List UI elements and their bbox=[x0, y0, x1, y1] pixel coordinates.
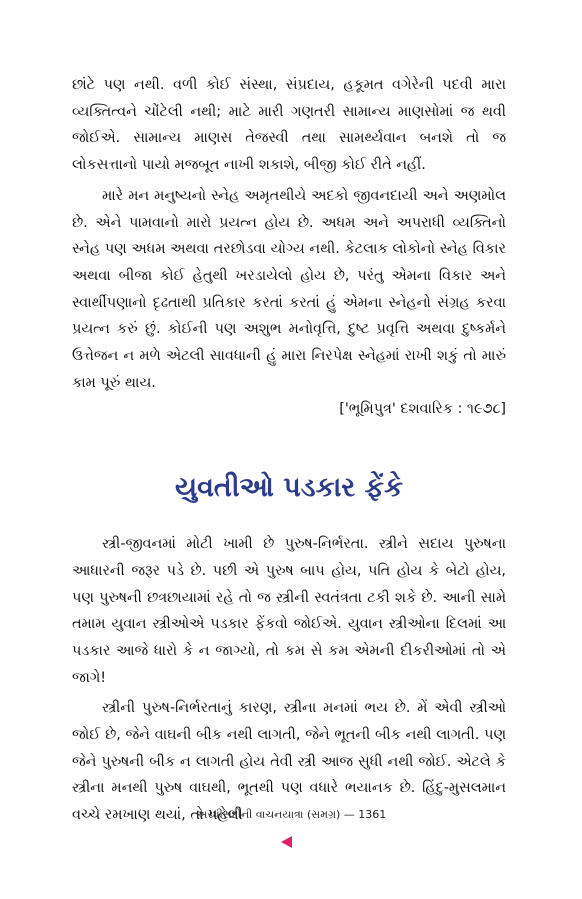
page-footer: અરધીસદીની વાચનયાત્રા (સમગ્ર) — 1361 bbox=[195, 808, 387, 821]
paragraph-continuation: છાંટે પણ નથી. વળી કોઈ સંસ્થા, સંપ્રદાય, હકૂમત વગેરેની પદવી મારા વ્યક્તિત્વને ચોંટેલી નથી; માટે મારી ગણતરી સામાન્ય માણસોમાં જ થવી જોઈએ. સામાન્ય માણસ તેજસ્વી તથા સામર્થ્યવાન બનશે તો જ લોકસત્તાનો પાયો મજબૂત નાખી શકાશે, બીજી કોઈ રીતે નહીં. bbox=[72, 77, 506, 174]
paragraph-stri-bhay: સ્ત્રીની પુરુષ-નિર્ભરતાનું કારણ, સ્ત્રીના મનમાં ભય છે. મેં એવી સ્ત્રીઓ જોઈ છે, જેને વાઘની બીક નથી લાગતી, જેને ભૂતની બીક નથી લાગતી. પણ જેને પુરુષની બીક ન લાગતી હોય તેવી સ્ત્રી આજ સુધી નથી જોઈ. એટલે કે સ્ત્રીના મનથી પુરુષ વાઘથી, ભૂતથી પણ વધારે ભયાનક છે. હિંદુ-મુસલમાન વચ્ચે રમખાણ થયાં, તો પહેલી bbox=[72, 700, 506, 824]
previous-page-arrow-icon[interactable] bbox=[281, 836, 292, 848]
paragraph-stri-jivan: સ્ત્રી-જીવનમાં મોટી ખામી છે પુરુષ-નિર્ભરતા. સ્ત્રીને સદાય પુરુષના આધારની જરૂર પડે છે. પછી એ પુરુષ બાપ હોય, પતિ હોય કે બેટો હોય, પણ પુરુષની છત્રછાયામાં રહે તો જ સ્ત્રીની સ્વતંત્રતા ટકી શકે છે. આની સામે તમામ યુવાન સ્ત્રીઓએ પડકાર ફેંકવો જોઈએ. યુવાન સ્ત્રીઓના દિલમાં આ પડકાર આજે ધારો કે ન જાગ્યો, તો કમ સે કમ એમની દીકરીઓમાં તો એ જાગે! bbox=[72, 536, 506, 686]
paragraph-sneh: મારે મન મનુષ્યનો સ્નેહ અમૃતથીયે અદકો જીવનદાયી અને અણમોલ છે. એને પામવાનો મારો પ્રયત્ન હોય છે. અધમ અને અપરાધી વ્યક્તિનો સ્નેહ પણ અધમ અથવા તરછોડવા યોગ્ય નથી. કેટલાક લોકોનો સ્નેહ વિકાર અથવા બીજા કોઈ હેતુથી ખરડાયેલો હોય છે, પરંતુ એમના વિકાર અને સ્વાર્થીપણાનો દૃઢતાથી પ્રતિકાર કરતાં કરતાં હું એમના સ્નેહનો સંગ્રહ કરવા પ્રયત્ન કરું છું. કોઈની પણ અશુભ મનોવૃત્તિ, દુષ્ટ પ્રવૃત્તિ અથવા દુષ્કર્મને ઉત્તેજન ન મળે એટલી સાવધાની હું મારા નિરપેક્ષ સ્નેહમાં રાખી શકું તો મારું કામ પૂરું થાય. bbox=[72, 187, 506, 391]
section-heading: યુવતીઓ પડકાર ફેંકે bbox=[174, 472, 404, 504]
source-citation: ['ભૂમિપુત્ર' દશવારિક : ૧૯૭૮] bbox=[339, 401, 506, 418]
page-body bbox=[72, 72, 506, 829]
